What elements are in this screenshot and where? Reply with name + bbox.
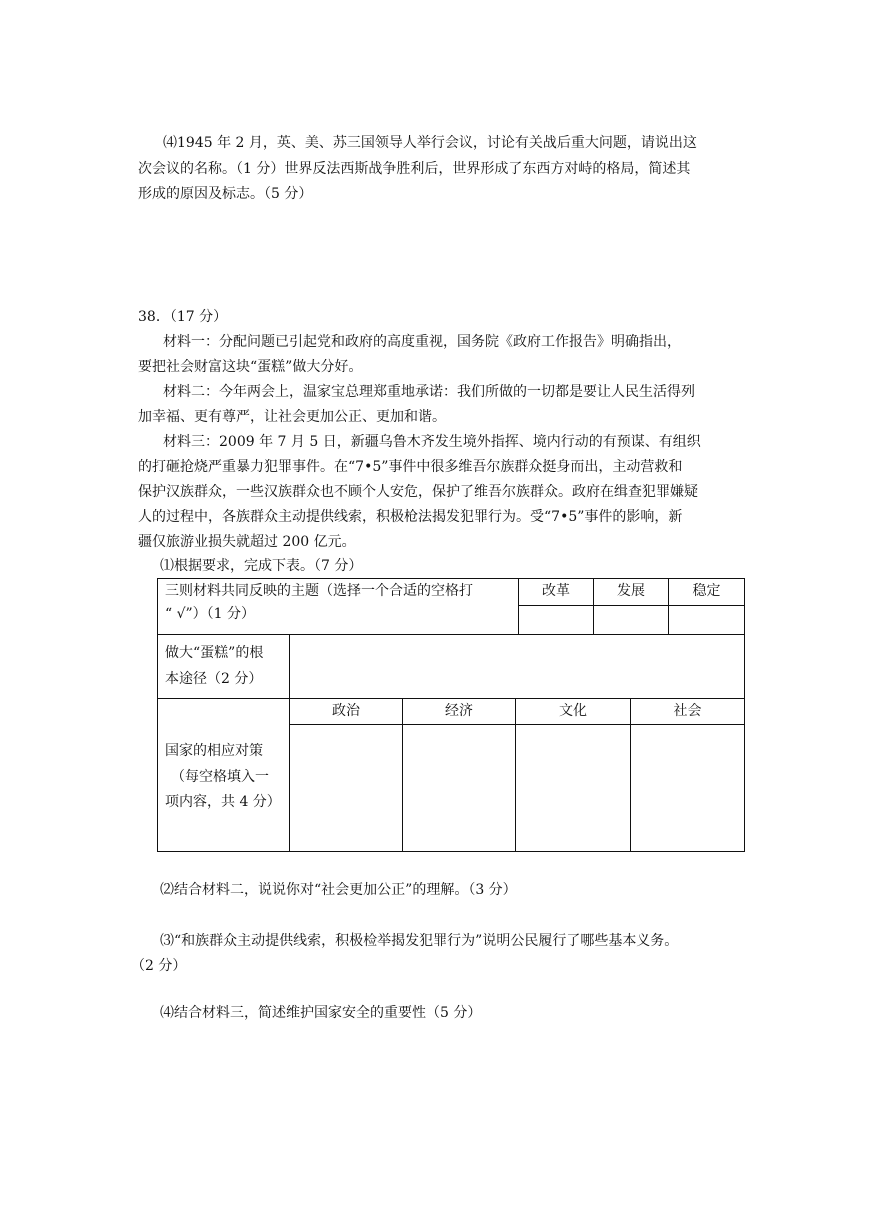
theme-option-development: 发展 xyxy=(617,583,645,599)
table-rule xyxy=(744,578,745,852)
q37-4-line-2: 次会议的名称。（1 分）世界反法西斯战争胜利后，世界形成了东西方对峙的格局，简述其 xyxy=(138,161,691,177)
theme-option-reform: 改革 xyxy=(542,583,570,599)
policy-answer-economy[interactable] xyxy=(403,725,515,851)
material-2-line-2: 加幸福、更有尊严，让社会更加公正、更加和谐。 xyxy=(138,409,446,425)
policy-label-line-1: 国家的相应对策 xyxy=(165,743,263,759)
policy-answer-society[interactable] xyxy=(631,725,744,851)
sub-question-1-label: ⑴根据要求，完成下表。（7 分） xyxy=(160,558,363,574)
theme-option-stability: 稳定 xyxy=(692,583,721,599)
sub-question-3-line-2: （2 分） xyxy=(131,958,187,974)
theme-checkbox-stability[interactable] xyxy=(669,606,744,634)
sub-question-3-line-1: ⑶“和族群众主动提供线索，积极检举揭发犯罪行为”说明公民履行了哪些基本义务。 xyxy=(160,933,679,949)
table-rule xyxy=(157,578,158,852)
theme-prompt-line-2: “ √”）（1 分） xyxy=(165,606,256,622)
table-rule xyxy=(157,851,745,852)
material-1-line-1: 材料一：分配问题已引起党和政府的高度重视，国务院《政府工作报告》明确指出， xyxy=(163,334,681,350)
material-3-line-3: 保护汉族群众，一些汉族群众也不顾个人安危，保护了维吾尔族群众。政府在缉查犯罪嫌疑 xyxy=(138,484,698,500)
material-3-line-5: 疆仅旅游业损失就超过 200 亿元。 xyxy=(138,534,356,550)
material-3-line-4: 人的过程中，各族群众主动提供线索，积极枪法揭发犯罪行为。受“7•5”事件的影响，新 xyxy=(138,509,683,525)
material-3-line-2: 的打砸抢烧严重暴力犯罪事件。在“7•5”事件中很多维吾尔族群众挺身而出，主动营救和 xyxy=(138,459,683,475)
sub-question-2: ⑵结合材料二，说说你对“社会更加公正”的理解。（3 分） xyxy=(160,882,517,898)
policy-answer-culture[interactable] xyxy=(516,725,630,851)
answer-table xyxy=(157,578,745,852)
policy-label-line-3: 项内容，共 4 分） xyxy=(165,794,281,810)
material-1-line-2: 要把社会财富这块“蛋糕”做大分好。 xyxy=(138,359,363,375)
cake-label-line-2: 本途径（2 分） xyxy=(165,671,263,687)
theme-checkbox-development[interactable] xyxy=(594,606,668,634)
q38-header: 38．（17 分） xyxy=(138,309,228,325)
sub-question-4: ⑷结合材料三，简述维护国家安全的重要性（5 分） xyxy=(160,1005,482,1021)
policy-col-culture: 文化 xyxy=(559,703,587,719)
cake-answer-field[interactable] xyxy=(290,635,744,698)
policy-label-line-2: （每空格填入一 xyxy=(171,769,269,785)
theme-prompt-line-1: 三则材料共同反映的主题（选择一个合适的空格打 xyxy=(165,583,473,599)
policy-col-society: 社会 xyxy=(673,703,702,719)
cake-label-line-1: 做大“蛋糕”的根 xyxy=(165,645,264,661)
material-3-line-1: 材料三：2009 年 7 月 5 日，新疆乌鲁木齐发生境外指挥、境内行动的有预谋、有组织 xyxy=(163,434,701,450)
policy-col-economy: 经济 xyxy=(445,703,473,719)
theme-checkbox-reform[interactable] xyxy=(519,606,593,634)
policy-col-politics: 政治 xyxy=(332,703,360,719)
material-2-line-1: 材料二：今年两会上，温家宝总理郑重地承诺：我们所做的一切都是要让人民生活得列 xyxy=(163,384,695,400)
q37-4-line-3: 形成的原因及标志。（5 分） xyxy=(138,186,313,202)
q37-4-line-1: ⑷1945 年 2 月，英、美、苏三国领导人举行会议，讨论有关战后重大问题，请说出这 xyxy=(163,135,697,151)
policy-answer-politics[interactable] xyxy=(290,725,402,851)
